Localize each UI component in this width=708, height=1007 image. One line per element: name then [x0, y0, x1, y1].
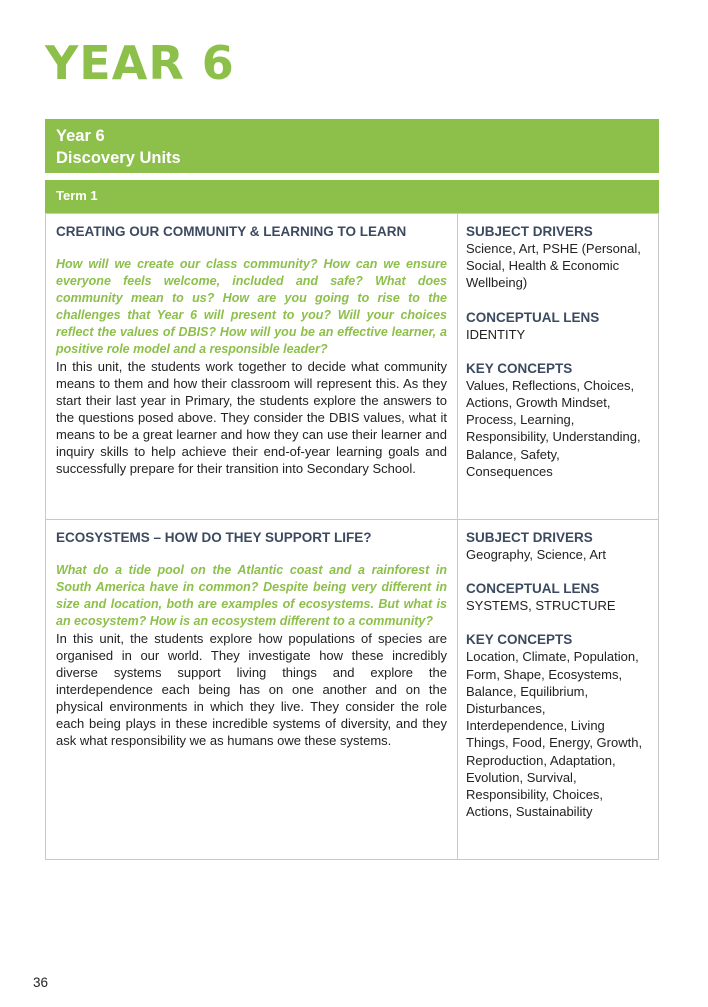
subject-drivers: Science, Art, PSHE (Personal, Social, Health & Economic Wellbeing): [466, 241, 641, 291]
unit-description-cell: [46, 520, 458, 859]
unit-description: In this unit, the students work together to decide what community means to them and how their classroom will represent this. As they start their last year in Primary, the students explore the answers to the questions posed above. They consider the DBIS values, what it means to be a great learner and how they can use their learner and inquiry skills to help achieve their end-of-year learning goals and successfully prepare for their transition into Secondary School.: [56, 359, 447, 476]
term-header: [45, 180, 659, 213]
subject-drivers: Geography, Science, Art: [466, 547, 606, 562]
page-title: YEAR 6: [45, 36, 235, 90]
term-label: Term 1: [56, 188, 98, 203]
subject-drivers-heading: SUBJECT DRIVERS: [466, 224, 593, 239]
unit-description: In this unit, the students explore how populations of species are organised in our world. They investigate how these incredibly diverse systems support living things and explore the interdependence each being has on one another and on the physical environments in which they live. They consider the role each being plays in these incredible systems of diversity, and they ask what responsibility we as humans owe these systems.: [56, 631, 447, 748]
unit-row: [45, 520, 659, 860]
page-number: 36: [33, 975, 49, 990]
conceptual-lens-heading: CONCEPTUAL LENS: [466, 581, 600, 597]
header-subtitle: Discovery Units: [56, 149, 181, 167]
unit-details-cell: [458, 214, 658, 519]
header-year: Year 6: [56, 127, 105, 145]
conceptual-lens: SYSTEMS, STRUCTURE: [466, 598, 616, 614]
section-header: [45, 119, 659, 173]
unit-questions: What do a tide pool on the Atlantic coast and a rainforest in South America have in common? Despite being very different in size and location, both are examples of ecosystems. But what is an ecosystem? How is an ecosystem different to a community?: [56, 563, 447, 628]
unit-details-cell: [458, 520, 658, 859]
unit-title: CREATING OUR COMMUNITY & LEARNING TO LEARN: [56, 224, 407, 239]
unit-title: ECOSYSTEMS – HOW DO THEY SUPPORT LIFE?: [56, 530, 372, 545]
unit-questions: How will we create our class community? How can we ensure everyone feels welcome, included and safe? What does community mean to us? How are you going to rise to the challenges that Year 6 will present to you? Will your choices reflect the values of DBIS? How will you be an effective learner, a positive role model and a responsible leader?: [56, 257, 447, 356]
key-concepts-heading: KEY CONCEPTS: [466, 360, 573, 376]
key-concepts: Values, Reflections, Choices, Actions, Growth Mindset, Process, Learning, Responsibility, Understanding, Balance, Safety, Consequences: [466, 377, 641, 479]
key-concepts: Location, Climate, Population, Form, Shape, Ecosystems, Balance, Equilibrium, Disturbances, Interdependence, Living Things, Food, Energy, Growth, Reproduction, Adaptation, Evolution, Survival, Responsibility, Choices, Actions, Sustainability: [466, 649, 643, 820]
unit-row: [45, 213, 659, 520]
key-concepts-heading: KEY CONCEPTS: [466, 632, 573, 648]
conceptual-lens-heading: CONCEPTUAL LENS: [466, 309, 600, 325]
conceptual-lens: IDENTITY: [466, 326, 526, 342]
unit-description-cell: [46, 214, 458, 519]
subject-drivers-heading: SUBJECT DRIVERS: [466, 530, 593, 545]
